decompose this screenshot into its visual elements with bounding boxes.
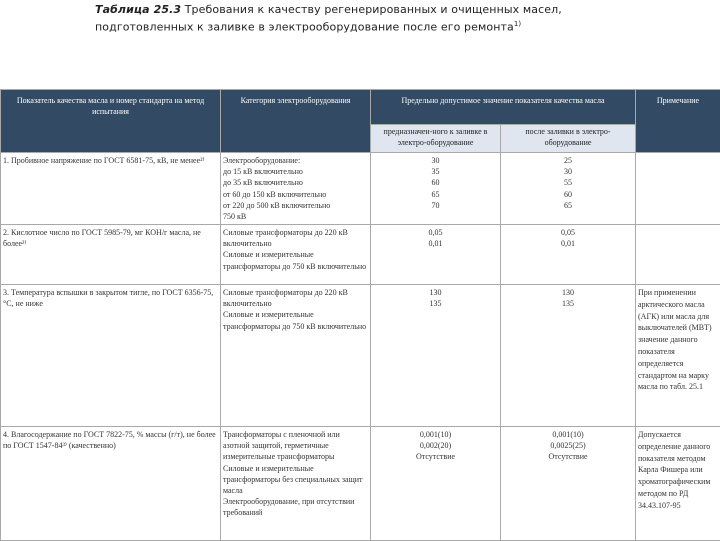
table-row (1, 153, 720, 225)
header-limit-value: Предельно допустимое значение показателя качества масла (371, 90, 636, 125)
table-row (1, 225, 720, 285)
row-before-value: 0,05 0,01 (371, 225, 501, 285)
row-indicator: 1. Пробивное напряжение по ГОСТ 6581-75, кВ, не менее²⁾ (1, 153, 221, 225)
row-after-value: 25 30 55 60 65 (501, 153, 636, 225)
table-row (1, 427, 720, 541)
table-title (95, 3, 655, 35)
header-category: Категория электрооборудования (221, 90, 371, 153)
table-title-footnote: 1) (514, 20, 521, 28)
quality-requirements-table (0, 89, 720, 541)
header-row (1, 90, 720, 125)
subheader-after-filling: после заливки в электро-оборудование (501, 125, 636, 153)
row-note: Допускается определение данного показателя методом Карла Фишера или хроматографическим методом по РД 34.43.107-95 (636, 427, 720, 541)
table-title-text: Требования к качеству регенерированных и очищенных масел, подготовленных к заливке в электрооборудование после его ремонта (95, 3, 562, 34)
row-category: Силовые трансформаторы до 220 кВ включительно Силовые и измерительные трансформаторы до 750 кВ включительно (221, 225, 371, 285)
row-before-value: 130 135 (371, 285, 501, 427)
row-category: Силовые трансформаторы до 220 кВ включительно Силовые и измерительные трансформаторы до 750 кВ включительно (221, 285, 371, 427)
row-indicator: 3. Температура вспышки в закрытом тигле, по ГОСТ 6356-75, °С, не ниже (1, 285, 221, 427)
row-category: Электрооборудование: до 15 кВ включительно до 35 кВ включительно от 60 до 150 кВ включительно от 220 до 500 кВ включительно 750 кВ (221, 153, 371, 225)
header-indicator: Показатель качества масла и номер стандарта на метод испытания (1, 90, 221, 153)
row-before-value: 0,001(10) 0,002(20) Отсутствие (371, 427, 501, 541)
header-note: Примечание (636, 90, 720, 153)
row-before-value: 30 35 60 65 70 (371, 153, 501, 225)
row-indicator: 4. Влагосодержание по ГОСТ 7822-75, % массы (г/т), не более по ГОСТ 1547-84³⁾ (качественно) (1, 427, 221, 541)
table-row (1, 285, 720, 427)
subheader-before-filling: предназначен-ного к заливке в электро-оборудование (371, 125, 501, 153)
row-category: Трансформаторы с пленочной или азотной защитой, герметичные измерительные трансформаторы Силовые и измерительные трансформаторы без специальных защит масла Электрооборудование, при отсутствии требований (221, 427, 371, 541)
row-note (636, 225, 720, 285)
row-after-value: 0,001(10) 0,0025(25) Отсутствие (501, 427, 636, 541)
row-note: При применении арктического масла (АГК) или масла для выключателей (МВТ) значение данного показателя определяется стандартом на марку масла по табл. 25.1 (636, 285, 720, 427)
row-indicator: 2. Кислотное число по ГОСТ 5985-79, мг КОН/г масла, не более²⁾ (1, 225, 221, 285)
row-after-value: 0,05 0,01 (501, 225, 636, 285)
row-after-value: 130 135 (501, 285, 636, 427)
table-title-label: Таблица 25.3 (95, 3, 181, 16)
row-note (636, 153, 720, 225)
